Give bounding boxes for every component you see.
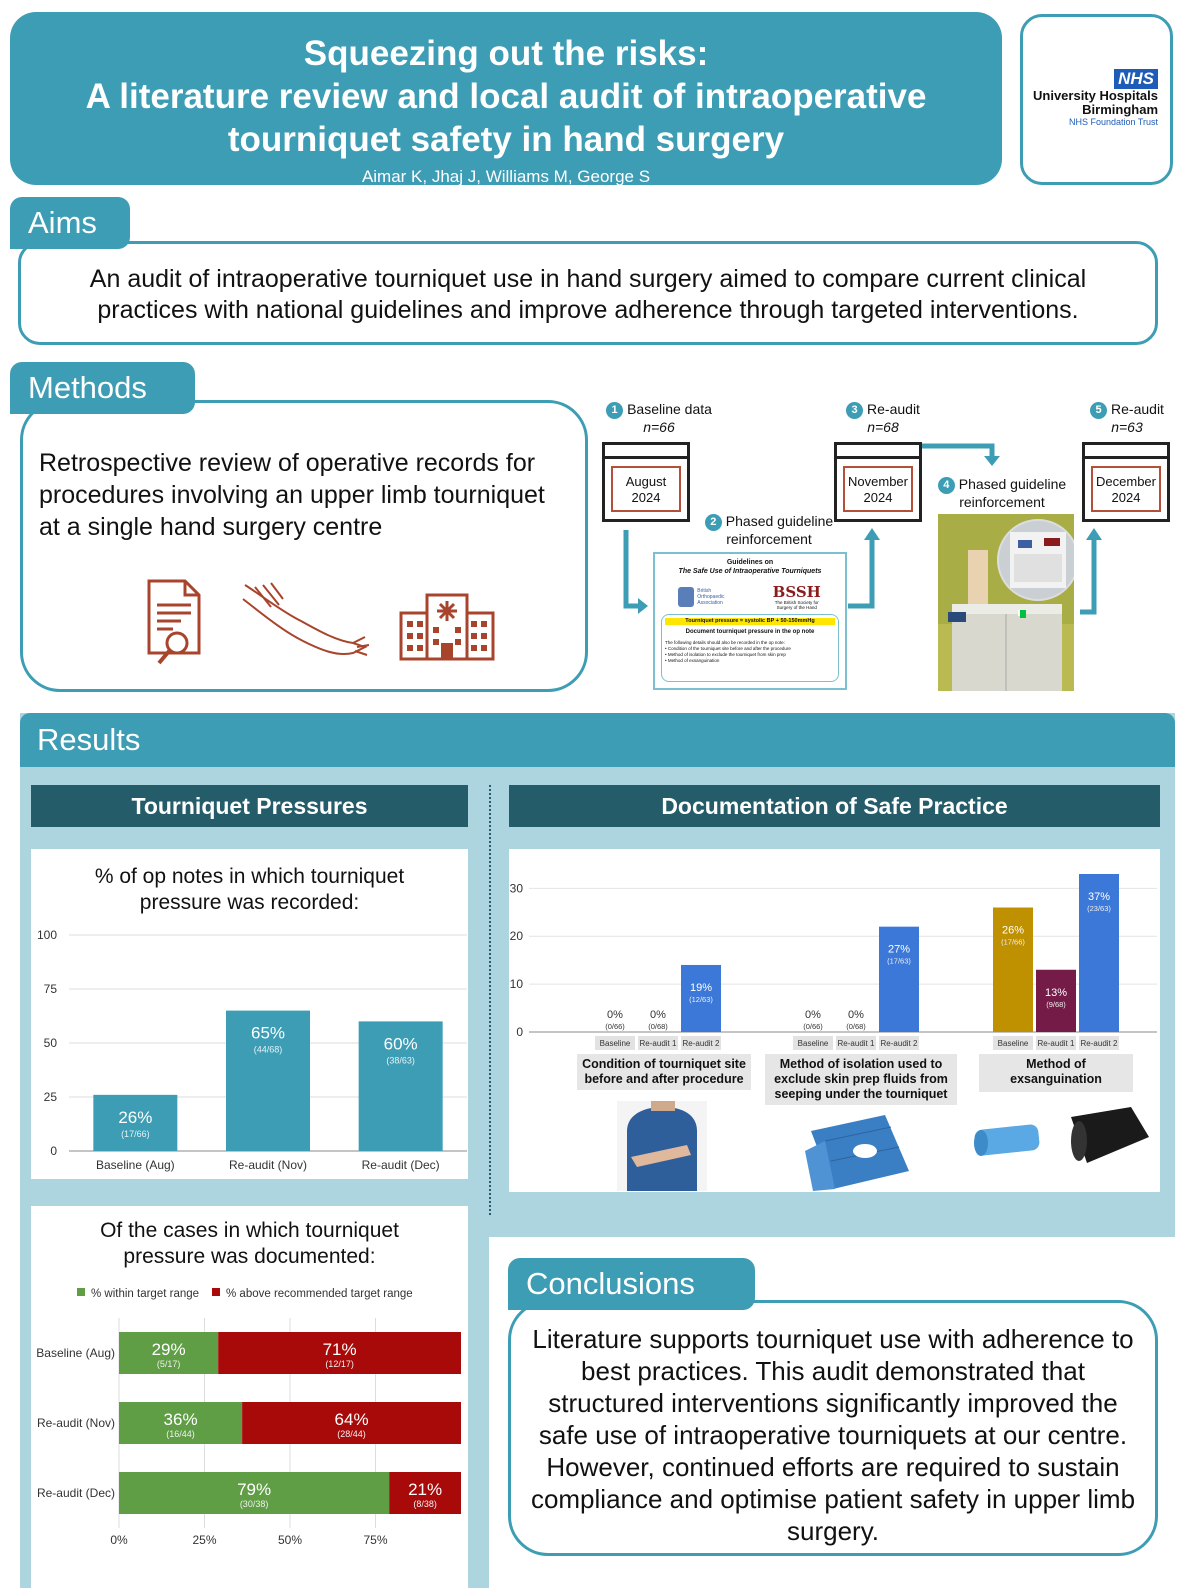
poster-title: Squeezing out the risks: A literature review and local audit of intraoperative tourniquet safety in hand surgery: [85, 34, 927, 159]
bar-count-label: (23/63): [1087, 904, 1111, 913]
legend-swatch: [212, 1288, 220, 1296]
results-heading: Results: [20, 713, 1175, 767]
bar-value-label: 65%: [250, 1023, 286, 1043]
document-search-icon: [141, 575, 211, 671]
chart-documentation: [509, 849, 1160, 1192]
methods-heading: Methods: [10, 362, 195, 414]
y-tick-label: 75: [43, 982, 57, 996]
surgeon-arm-photo: [617, 1101, 707, 1191]
x-tick-label: Baseline: [599, 1039, 631, 1048]
x-tick-label: 75%: [363, 1533, 388, 1547]
x-tick-label: Re-audit 2: [682, 1039, 720, 1048]
y-tick-label: 25: [43, 1090, 57, 1104]
x-tick-label: Re-audit 1: [837, 1039, 875, 1048]
x-tick-label: Re-audit 1: [639, 1039, 677, 1048]
y-tick-label: Baseline (Aug): [36, 1346, 115, 1360]
hospital-icon: [397, 579, 497, 663]
methods-box: [20, 400, 588, 692]
chart2-svg: [31, 1206, 468, 1588]
exsanguination-photo: [971, 1107, 1151, 1171]
x-tick-label: Re-audit 1: [1037, 1039, 1075, 1048]
bar-count-label: (17/63): [887, 956, 911, 966]
bar-value-label: 26%: [118, 1107, 153, 1127]
title-banner: [10, 12, 1002, 185]
x-tick-label: Re-audit 2: [1080, 1039, 1118, 1048]
aims-box: [18, 241, 1158, 345]
bar-count-label: (12/63): [689, 994, 713, 1004]
legend-swatch: [77, 1288, 85, 1296]
chart-pressure-recorded: [31, 849, 468, 1179]
bar-count-label: (38/63): [386, 1055, 415, 1066]
bar-value-label: 0%: [650, 1009, 666, 1021]
caption-isolation: Method of isolation used to exclude skin prep fluids from seeping under the tourniquet: [765, 1054, 957, 1105]
arm-tourniquet-icon: [241, 577, 371, 667]
segment-value-label: 64%: [334, 1410, 369, 1429]
y-tick-label: 0: [50, 1144, 57, 1158]
segment-count-label: (12/17): [325, 1359, 354, 1369]
x-tick-label: Re-audit (Dec): [361, 1158, 440, 1172]
boa-logo: British Orthopaedic Association: [678, 587, 737, 607]
bar-value-label: 0%: [805, 1009, 821, 1021]
bar-value-label: 13%: [1044, 986, 1068, 999]
chart-pressure-range: [31, 1206, 468, 1588]
y-tick-label: 50: [43, 1036, 57, 1050]
step-2: 2 Phased guideline reinforcement: [694, 513, 844, 548]
bar-count-label: (0/68): [648, 1022, 668, 1031]
methods-text: Retrospective review of operative records for procedures involving an upper limb tourniquet at a single hand surgery centre: [39, 449, 545, 541]
nhs-badge: NHS: [1114, 69, 1158, 89]
bar: [879, 927, 919, 1032]
x-tick-label: Re-audit (Nov): [228, 1158, 308, 1172]
bar-count-label: (0/66): [803, 1022, 823, 1031]
segment-count-label: (28/44): [337, 1429, 366, 1439]
calendar-august: August 2024: [602, 442, 690, 522]
segment-value-label: 29%: [151, 1340, 186, 1359]
bar-count-label: (9/68): [1046, 999, 1066, 1009]
segment-value-label: 21%: [408, 1480, 443, 1499]
bar-count-label: (44/68): [253, 1044, 283, 1055]
x-tick-label: 25%: [192, 1533, 217, 1547]
results-divider: [489, 785, 491, 1215]
calendar-november: November 2024: [834, 442, 922, 522]
aims-heading: Aims: [10, 197, 130, 249]
legend-label: % within target range: [91, 1288, 200, 1300]
segment-count-label: (30/38): [239, 1499, 269, 1509]
segment-count-label: (16/44): [166, 1429, 195, 1439]
chart2-title: Of the cases in which tourniquet pressure was documented:: [100, 1219, 399, 1268]
bar-count-label: (17/66): [1001, 937, 1025, 947]
segment-value-label: 36%: [163, 1410, 198, 1429]
conclusions-heading: Conclusions: [508, 1258, 755, 1310]
bar-value-label: 0%: [607, 1009, 623, 1021]
guideline-document: Guidelines on The Safe Use of Intraoperative Tourniquets British Orthopaedic Association BSSH The British Society for Surgery of the Hand Tourniquet pressure = systolic BP + 50-150mmHg Document tourniquet pressure in the op note The following details should also be recorded in the op note: • Condition of the tourniquet site before and after the procedure • Method of isolation to exclude the tourniquet from skin prep • Method of exsanguination: [653, 552, 847, 690]
y-tick-label: Re-audit (Nov): [36, 1416, 115, 1430]
x-tick-label: Baseline: [797, 1039, 829, 1048]
y-tick-label: 30: [509, 881, 523, 896]
authors: Aimar K, Jhaj J, Williams M, George S: [361, 167, 651, 186]
y-tick-label: 20: [509, 929, 523, 944]
bar-count-label: (17/66): [121, 1128, 150, 1139]
x-tick-label: 50%: [277, 1533, 303, 1547]
bar-count-label: (0/68): [846, 1022, 866, 1031]
segment-value-label: 79%: [237, 1480, 272, 1499]
tourniquet-pressures-heading: Tourniquet Pressures: [31, 785, 468, 827]
step-5: 5 Re-audit n=63: [1072, 401, 1182, 435]
step-4: 4 Phased guideline reinforcement: [932, 476, 1072, 511]
y-tick-label: 10: [509, 977, 523, 992]
chart1-title: % of op notes in which tourniquet pressure was recorded:: [94, 865, 405, 914]
segment-count-label: (8/38): [413, 1499, 437, 1509]
theatre-photo: [938, 514, 1074, 691]
segment-count-label: (5/17): [156, 1359, 181, 1369]
documentation-heading: Documentation of Safe Practice: [509, 785, 1160, 827]
conclusions-text: Literature supports tourniquet use with adherence to best practices. This audit demonstrated that structured interventions significantly improved the safe use of intraoperative tourniquets at our centre. However, continued efforts are required to sustain compliance and optimise patient safety in upper limb surgery.: [530, 1324, 1136, 1546]
x-tick-label: Baseline (Aug): [95, 1158, 175, 1172]
x-tick-label: 0%: [110, 1533, 128, 1547]
caption-exsanguination: Method of exsanguination: [979, 1054, 1133, 1092]
x-tick-label: Baseline: [997, 1039, 1029, 1048]
aims-text: An audit of intraoperative tourniquet use in hand surgery aimed to compare current clinical practices with national guidelines and improve adherence through targeted interventions.: [89, 265, 1087, 324]
bar-count-label: (0/66): [605, 1022, 625, 1031]
bar-value-label: 19%: [689, 981, 713, 994]
bssh-logo: BSSH The British Society for Surgery of the Hand: [772, 583, 821, 610]
chart1-svg: [31, 849, 468, 1179]
bar-value-label: 27%: [887, 943, 911, 956]
bar-value-label: 0%: [848, 1009, 864, 1021]
step-number: 1: [606, 402, 623, 419]
x-tick-label: Re-audit 2: [880, 1039, 918, 1048]
segment-value-label: 71%: [322, 1340, 357, 1359]
nhs-logo: NHS University Hospitals Birmingham NHS Foundation Trust: [1020, 14, 1173, 185]
step-1: 1 Baseline data n=66: [594, 401, 724, 435]
bar-value-label: 26%: [1001, 924, 1025, 937]
legend-label: % above recommended target range: [226, 1288, 413, 1300]
y-tick-label: 0: [516, 1025, 523, 1039]
y-tick-label: Re-audit (Dec): [36, 1486, 115, 1500]
step-3: 3 Re-audit n=68: [828, 401, 938, 435]
conclusions-box: [508, 1300, 1158, 1556]
calendar-december: December 2024: [1082, 442, 1170, 522]
drape-photo: [805, 1111, 913, 1191]
y-tick-label: 100: [36, 928, 57, 942]
bar-value-label: 37%: [1087, 891, 1111, 903]
caption-condition: Condition of tourniquet site before and after procedure: [577, 1054, 751, 1090]
bar-value-label: 60%: [383, 1034, 418, 1054]
